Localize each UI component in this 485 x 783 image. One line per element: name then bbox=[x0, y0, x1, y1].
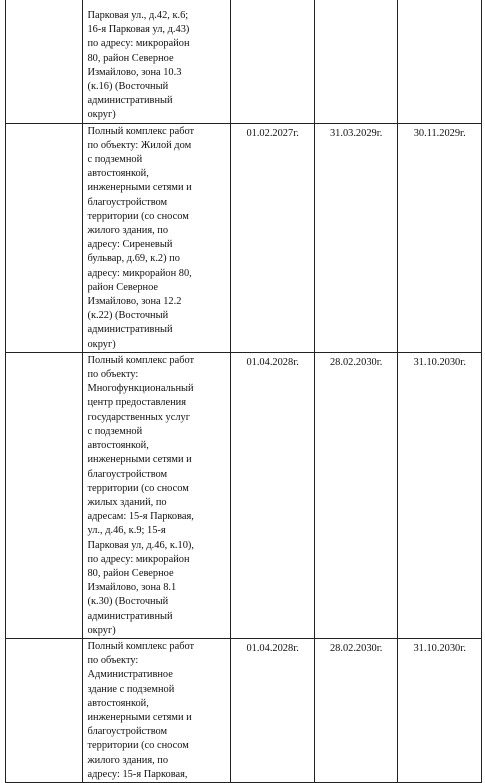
description-line: 16-я Парковая ул, д.43) bbox=[87, 24, 190, 36]
end-date-cell bbox=[314, 352, 398, 638]
end-date bbox=[315, 0, 398, 1]
description-line: (к.16) (Восточный bbox=[87, 81, 169, 93]
description-line: административный bbox=[87, 324, 173, 336]
number-cell bbox=[6, 638, 83, 782]
description-cell bbox=[83, 0, 231, 123]
description-line: инженерными сетями и bbox=[87, 711, 192, 723]
final-date-cell bbox=[398, 0, 482, 123]
end-date-cell bbox=[314, 638, 398, 782]
description-cell bbox=[83, 352, 231, 638]
description-line: жилых зданий, по bbox=[87, 496, 167, 508]
table-row bbox=[6, 638, 482, 782]
number-cell bbox=[6, 352, 83, 638]
description-line: инженерными сетями и bbox=[87, 454, 192, 466]
description-line: по адресу: микрорайон bbox=[87, 553, 190, 565]
final-date bbox=[398, 0, 481, 1]
number-cell bbox=[6, 0, 83, 123]
final-date-cell bbox=[398, 123, 482, 352]
final-date-cell bbox=[398, 352, 482, 638]
description-line: Измайлово, зона 12.2 bbox=[87, 296, 182, 308]
description-line: Парковая ул, д.46, к.10), bbox=[87, 539, 194, 551]
description-line: автостоянкой, bbox=[87, 697, 149, 709]
description-line: 80, район Северное bbox=[87, 567, 174, 579]
description-line: благоустройством bbox=[87, 196, 168, 208]
end-date: 31.03.2029г. bbox=[329, 127, 383, 139]
description-line: Многофункциональный bbox=[87, 383, 194, 395]
description-line: (к.22) (Восточный bbox=[87, 310, 169, 322]
final-date: 30.11.2029г. bbox=[413, 127, 466, 139]
description-line: округ) bbox=[87, 338, 116, 350]
final-date-cell bbox=[398, 638, 482, 782]
description-line: благоустройством bbox=[87, 468, 168, 480]
description-line: Парковая ул., д.42, к.6; bbox=[87, 10, 189, 21]
description-line: адресам: 15-я Парковая, bbox=[87, 511, 194, 523]
description-line: адресу: 15-я Парковая, bbox=[87, 768, 188, 780]
description-line: Полный комплекс работ bbox=[87, 640, 195, 652]
description-line: жилого здания, по bbox=[87, 754, 169, 766]
start-date: 01.02.2027г. bbox=[246, 127, 299, 139]
description-line: инженерными сетями и bbox=[87, 182, 192, 194]
end-date-cell bbox=[314, 0, 398, 123]
description-line: адресу: Сиреневый bbox=[87, 239, 173, 251]
description-line: здание с подземной bbox=[87, 683, 175, 695]
description-line: территории (со сносом bbox=[87, 740, 189, 752]
description-line: административный bbox=[87, 95, 173, 107]
description-line: с подземной bbox=[87, 154, 143, 166]
description-line: Измайлово, зона 8.1 bbox=[87, 582, 177, 594]
start-date bbox=[231, 0, 314, 1]
schedule-table-body bbox=[6, 0, 482, 782]
description-line: жилого здания, по bbox=[87, 225, 169, 237]
description-line: автостоянкой, bbox=[87, 168, 149, 180]
description-line: по адресу: микрорайон bbox=[87, 38, 190, 50]
description-line: округ) bbox=[87, 109, 116, 121]
description-cell bbox=[83, 638, 231, 782]
description-line: (к.30) (Восточный bbox=[87, 596, 169, 608]
construction-schedule-table bbox=[5, 0, 482, 783]
description-line: автостоянкой, bbox=[87, 440, 149, 452]
start-date-cell bbox=[231, 123, 315, 352]
description-line: административный bbox=[87, 610, 173, 622]
description-line: Измайлово, зона 10.3 bbox=[87, 66, 182, 78]
description-line: ул., д.46, к.9; 15-я bbox=[87, 525, 166, 537]
description-line: район Северное bbox=[87, 281, 159, 293]
start-date-cell bbox=[231, 352, 315, 638]
description-line: 80, район Северное bbox=[87, 52, 174, 64]
table-row bbox=[6, 0, 482, 123]
end-date-cell bbox=[314, 123, 398, 352]
description-line: Полный комплекс работ bbox=[87, 125, 195, 137]
description-line: территории (со сносом bbox=[87, 482, 189, 494]
end-date: 28.02.2030г. bbox=[329, 642, 383, 654]
description-line: по объекту: bbox=[87, 369, 139, 381]
final-date: 31.10.2030г. bbox=[413, 356, 466, 368]
description-cell bbox=[83, 123, 231, 352]
final-date: 31.10.2030г. bbox=[413, 642, 466, 654]
description-line: с подземной bbox=[87, 425, 143, 437]
description-line: бульвар, д.69, к.2) по bbox=[87, 253, 180, 265]
description-line: по объекту: Жилой дом bbox=[87, 139, 192, 151]
start-date: 01.04.2028г. bbox=[246, 642, 299, 654]
description-line: по объекту: bbox=[87, 655, 139, 667]
start-date-cell bbox=[231, 0, 315, 123]
table-row bbox=[6, 352, 482, 638]
description-line: территории (со сносом bbox=[87, 210, 189, 222]
start-date: 01.04.2028г. bbox=[246, 356, 299, 368]
start-date-cell bbox=[231, 638, 315, 782]
description-line: государственных услуг bbox=[87, 411, 191, 423]
description-line: Административное bbox=[87, 669, 173, 681]
number-cell bbox=[6, 123, 83, 352]
description-line: Полный комплекс работ bbox=[87, 354, 195, 366]
description-line: округ) bbox=[87, 624, 116, 636]
description-line: адресу: микрорайон 80, bbox=[87, 267, 192, 279]
end-date: 28.02.2030г. bbox=[329, 356, 383, 368]
table-row bbox=[6, 123, 482, 352]
description-line: центр предоставления bbox=[87, 397, 187, 409]
description-line: благоустройством bbox=[87, 726, 168, 738]
